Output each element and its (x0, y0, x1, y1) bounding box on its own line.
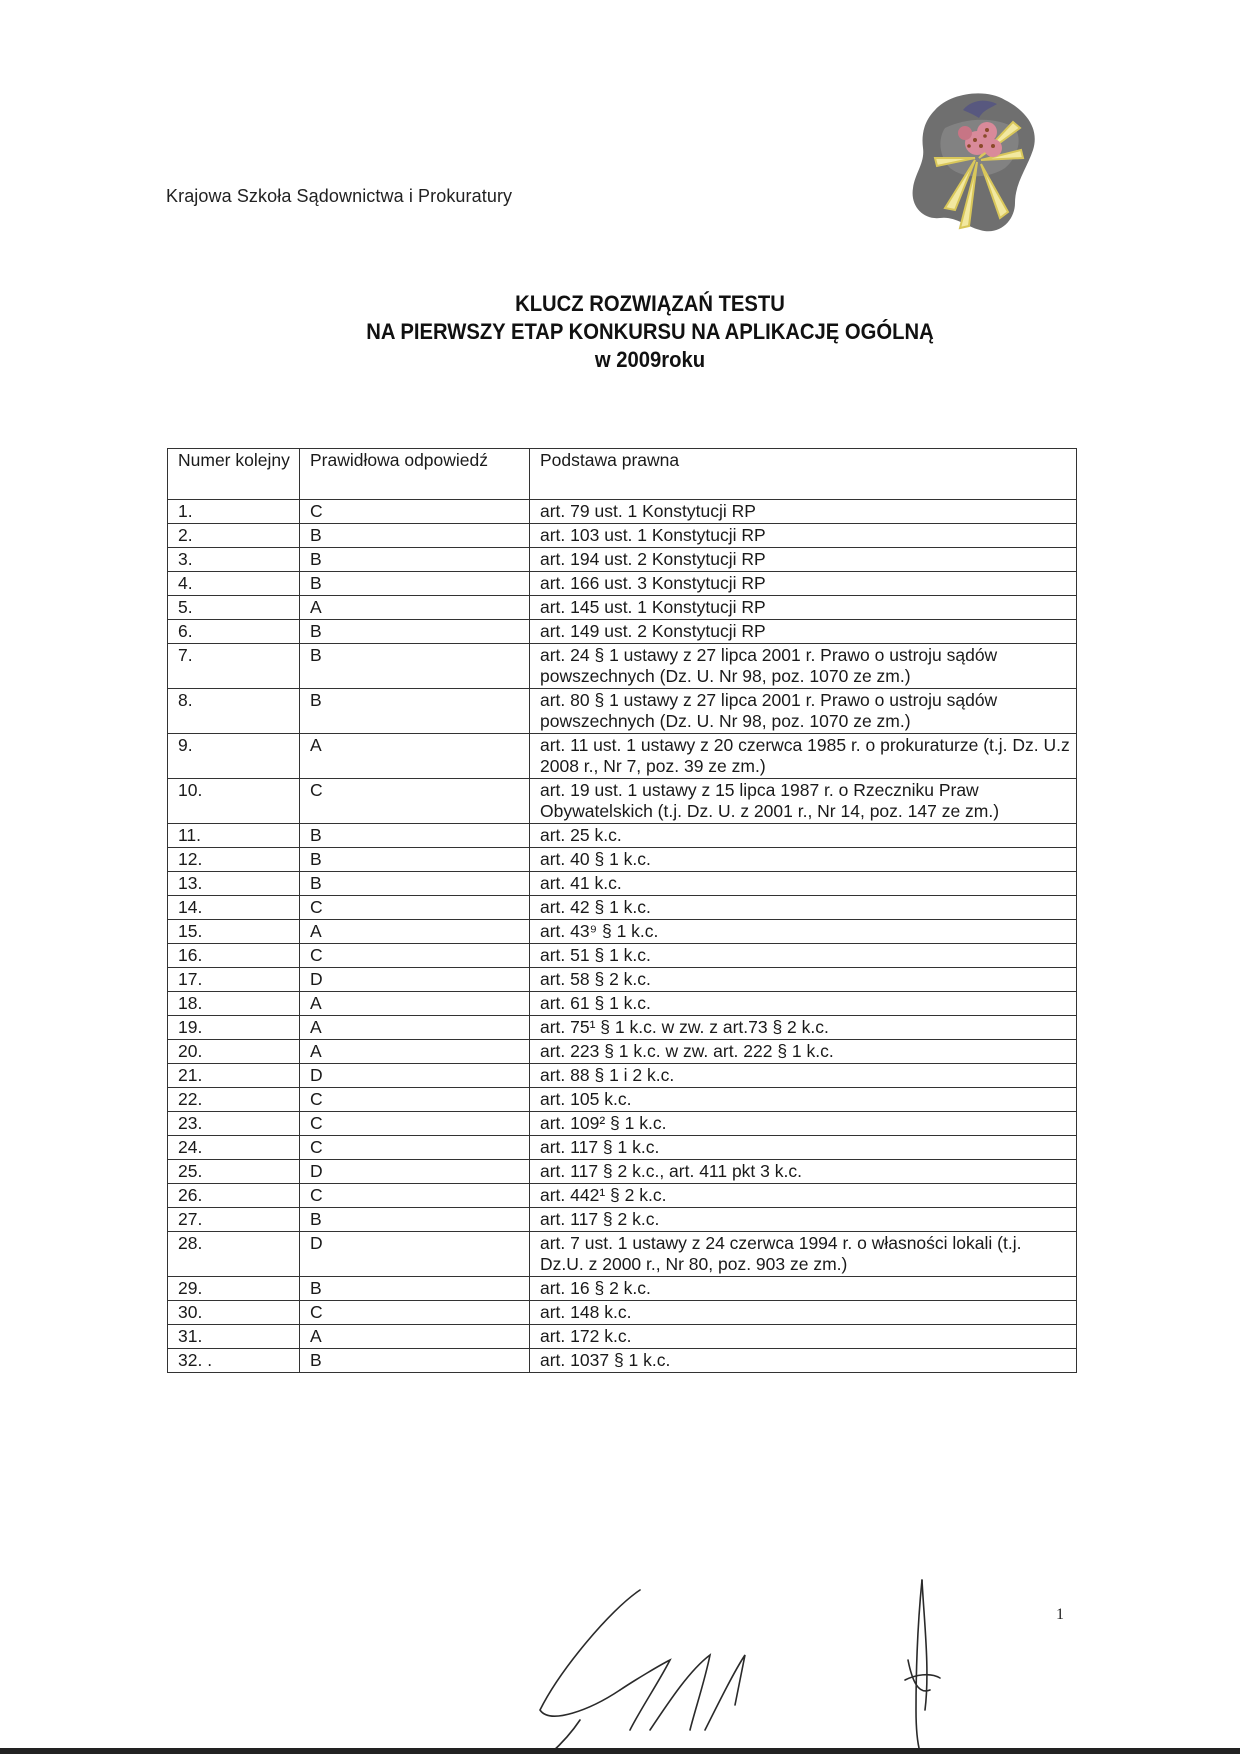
row-answer: C (300, 1088, 530, 1112)
table-row (168, 596, 1077, 620)
row-legal-basis: art. 42 § 1 k.c. (530, 896, 1077, 920)
title-line-1: KLUCZ ROZWIĄZAŃ TESTU (515, 291, 785, 316)
row-number: 28. (168, 1232, 300, 1277)
row-answer: C (300, 1301, 530, 1325)
row-legal-basis: art. 25 k.c. (530, 824, 1077, 848)
row-legal-basis: art. 24 § 1 ustawy z 27 lipca 2001 r. Prawo o ustroju sądów powszechnych (Dz. U. Nr 98, poz. 1070 ze zm.) (530, 644, 1077, 689)
row-answer: A (300, 596, 530, 620)
table-row (168, 779, 1077, 824)
table-row (168, 644, 1077, 689)
row-legal-basis: art. 61 § 1 k.c. (530, 992, 1077, 1016)
row-answer: B (300, 1208, 530, 1232)
table-row (168, 920, 1077, 944)
row-legal-basis: art. 117 § 1 k.c. (530, 1136, 1077, 1160)
header-answer: Prawidłowa odpowiedź (300, 449, 530, 500)
row-number: 10. (168, 779, 300, 824)
row-answer: C (300, 944, 530, 968)
row-number: 5. (168, 596, 300, 620)
row-legal-basis: art. 11 ust. 1 ustawy z 20 czerwca 1985 r. o prokuraturze (t.j. Dz. U.z 2008 r., Nr 7, poz. 39 ze zm.) (530, 734, 1077, 779)
table-row (168, 548, 1077, 572)
row-answer: A (300, 1325, 530, 1349)
page-number: 1 (1056, 1606, 1064, 1623)
row-number: 16. (168, 944, 300, 968)
table-row (168, 1016, 1077, 1040)
row-answer: B (300, 1349, 530, 1373)
row-number: 1. (168, 500, 300, 524)
row-answer: D (300, 1064, 530, 1088)
row-legal-basis: art. 166 ust. 3 Konstytucji RP (530, 572, 1077, 596)
row-number: 29. (168, 1277, 300, 1301)
row-legal-basis: art. 149 ust. 2 Konstytucji RP (530, 620, 1077, 644)
table-row (168, 734, 1077, 779)
table-row (168, 1040, 1077, 1064)
row-answer: B (300, 548, 530, 572)
row-legal-basis: art. 109² § 1 k.c. (530, 1112, 1077, 1136)
row-answer: C (300, 1136, 530, 1160)
row-number: 27. (168, 1208, 300, 1232)
institution-name: Krajowa Szkoła Sądownictwa i Prokuratury (166, 186, 513, 206)
row-number: 19. (168, 1016, 300, 1040)
table-row (168, 848, 1077, 872)
row-answer: A (300, 920, 530, 944)
row-legal-basis: art. 1037 § 1 k.c. (530, 1349, 1077, 1373)
row-number: 24. (168, 1136, 300, 1160)
row-answer: C (300, 779, 530, 824)
row-legal-basis: art. 103 ust. 1 Konstytucji RP (530, 524, 1077, 548)
row-answer: B (300, 824, 530, 848)
answer-key-table (167, 448, 1077, 1373)
table-body (168, 500, 1077, 1373)
row-legal-basis: art. 75¹ § 1 k.c. w zw. z art.73 § 2 k.c. (530, 1016, 1077, 1040)
row-legal-basis: art. 79 ust. 1 Konstytucji RP (530, 500, 1077, 524)
row-number: 4. (168, 572, 300, 596)
row-legal-basis: art. 7 ust. 1 ustawy z 24 czerwca 1994 r. o własności lokali (t.j. Dz.U. z 2000 r., Nr 80, poz. 903 ze zm.) (530, 1232, 1077, 1277)
row-answer: A (300, 734, 530, 779)
ksiip-emblem-logo (905, 88, 1045, 238)
row-legal-basis: art. 80 § 1 ustawy z 27 lipca 2001 r. Prawo o ustroju sądów powszechnych (Dz. U. Nr 98, poz. 1070 ze zm.) (530, 689, 1077, 734)
row-legal-basis: art. 43⁹ § 1 k.c. (530, 920, 1077, 944)
row-legal-basis: art. 148 k.c. (530, 1301, 1077, 1325)
row-number: 12. (168, 848, 300, 872)
table-row (168, 1349, 1077, 1373)
table-row (168, 500, 1077, 524)
handwritten-signature (520, 1560, 970, 1754)
row-answer: A (300, 992, 530, 1016)
row-answer: D (300, 1160, 530, 1184)
table-row (168, 1232, 1077, 1277)
row-answer: B (300, 644, 530, 689)
table-row (168, 1136, 1077, 1160)
row-number: 31. (168, 1325, 300, 1349)
row-legal-basis: art. 40 § 1 k.c. (530, 848, 1077, 872)
row-answer: A (300, 1040, 530, 1064)
row-legal-basis: art. 145 ust. 1 Konstytucji RP (530, 596, 1077, 620)
row-legal-basis: art. 51 § 1 k.c. (530, 944, 1077, 968)
row-answer: B (300, 620, 530, 644)
document-title (300, 290, 1000, 374)
row-answer: B (300, 524, 530, 548)
table-row (168, 689, 1077, 734)
row-legal-basis: art. 16 § 2 k.c. (530, 1277, 1077, 1301)
title-line-2: NA PIERWSZY ETAP KONKURSU NA APLIKACJĘ OGÓLNĄ (366, 319, 934, 344)
row-answer: B (300, 872, 530, 896)
header-basis: Podstawa prawna (530, 449, 1077, 500)
row-legal-basis: art. 223 § 1 k.c. w zw. art. 222 § 1 k.c. (530, 1040, 1077, 1064)
row-number: 20. (168, 1040, 300, 1064)
row-answer: C (300, 896, 530, 920)
table-row (168, 968, 1077, 992)
table-row (168, 1277, 1077, 1301)
row-legal-basis: art. 41 k.c. (530, 872, 1077, 896)
row-legal-basis: art. 194 ust. 2 Konstytucji RP (530, 548, 1077, 572)
table-row (168, 1184, 1077, 1208)
row-number: 32. . (168, 1349, 300, 1373)
row-answer: B (300, 848, 530, 872)
row-number: 6. (168, 620, 300, 644)
row-number: 3. (168, 548, 300, 572)
table-row (168, 896, 1077, 920)
table-row (168, 572, 1077, 596)
row-legal-basis: art. 58 § 2 k.c. (530, 968, 1077, 992)
table-row (168, 1325, 1077, 1349)
table-header-row (168, 449, 1077, 500)
row-answer: C (300, 500, 530, 524)
table-row (168, 1208, 1077, 1232)
title-line-3: w 2009roku (594, 347, 706, 372)
row-legal-basis: art. 19 ust. 1 ustawy z 15 lipca 1987 r. o Rzeczniku Praw Obywatelskich (t.j. Dz. U. z 2001 r., Nr 14, poz. 147 ze zm.) (530, 779, 1077, 824)
scan-edge (0, 1748, 1240, 1754)
table-row (168, 524, 1077, 548)
header-number: Numer kolejny (168, 449, 300, 500)
row-number: 13. (168, 872, 300, 896)
row-number: 17. (168, 968, 300, 992)
table-row (168, 1112, 1077, 1136)
row-number: 9. (168, 734, 300, 779)
row-legal-basis: art. 88 § 1 i 2 k.c. (530, 1064, 1077, 1088)
row-legal-basis: art. 117 § 2 k.c., art. 411 pkt 3 k.c. (530, 1160, 1077, 1184)
table-row (168, 992, 1077, 1016)
row-number: 2. (168, 524, 300, 548)
row-number: 8. (168, 689, 300, 734)
table-row (168, 1064, 1077, 1088)
row-number: 25. (168, 1160, 300, 1184)
row-legal-basis: art. 105 k.c. (530, 1088, 1077, 1112)
row-answer: C (300, 1184, 530, 1208)
row-number: 26. (168, 1184, 300, 1208)
row-answer: C (300, 1112, 530, 1136)
table-row (168, 1160, 1077, 1184)
row-number: 11. (168, 824, 300, 848)
row-answer: B (300, 689, 530, 734)
row-legal-basis: art. 442¹ § 2 k.c. (530, 1184, 1077, 1208)
table-row (168, 944, 1077, 968)
row-legal-basis: art. 172 k.c. (530, 1325, 1077, 1349)
row-legal-basis: art. 117 § 2 k.c. (530, 1208, 1077, 1232)
row-number: 15. (168, 920, 300, 944)
row-number: 7. (168, 644, 300, 689)
row-answer: B (300, 572, 530, 596)
row-answer: D (300, 1232, 530, 1277)
table-row (168, 824, 1077, 848)
row-answer: A (300, 1016, 530, 1040)
row-number: 14. (168, 896, 300, 920)
table-row (168, 1088, 1077, 1112)
row-answer: B (300, 1277, 530, 1301)
row-number: 23. (168, 1112, 300, 1136)
table-row (168, 620, 1077, 644)
row-number: 21. (168, 1064, 300, 1088)
row-number: 22. (168, 1088, 300, 1112)
row-number: 18. (168, 992, 300, 1016)
row-number: 30. (168, 1301, 300, 1325)
table-row (168, 872, 1077, 896)
row-answer: D (300, 968, 530, 992)
table-row (168, 1301, 1077, 1325)
